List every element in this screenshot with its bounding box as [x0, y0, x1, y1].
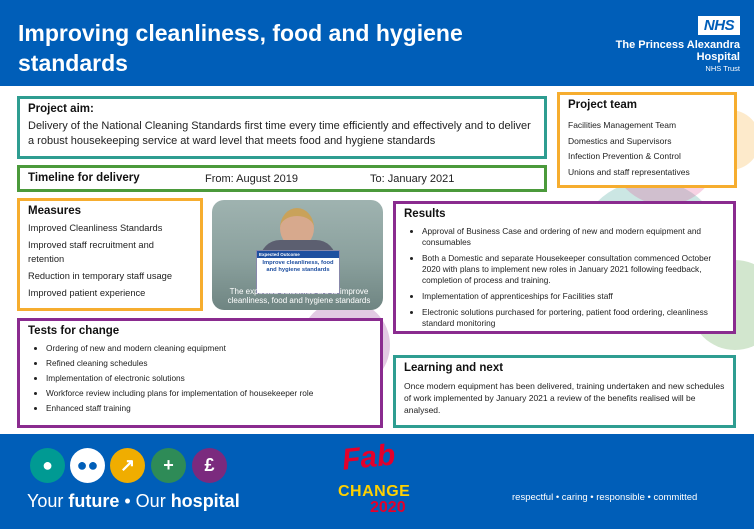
team-member: Infection Prevention & Control [568, 151, 681, 161]
person-icon: ● [30, 448, 65, 483]
result-item: • Both a Domestic and separate Housekeeper consultation commenced October 2020 with plans to implement new roles in January 2021 following feedback, completion of process and training. [422, 253, 725, 286]
project-aim-box [17, 96, 547, 159]
team-member: Domestics and Supervisors [568, 135, 672, 146]
result-item: • Implementation of apprenticeships for Facilities staff [422, 291, 725, 302]
photo-sign-text: Improve cleanliness, food and hygiene standards [262, 260, 334, 273]
trust-values: respectful • caring • responsible • committed [512, 492, 698, 503]
slogan-your: Your [27, 491, 69, 511]
result-item: • Electronic solutions purchased for portering, patient food ordering, cleanliness standard monitoring [422, 307, 725, 329]
test-item: • Implementation of electronic solutions [46, 373, 372, 384]
results-box [393, 201, 736, 334]
learning-text: Once modern equipment has been delivered, training undertaken and new schedules of work implemented by January 2021 a review of the benefits realised will be analysed. [404, 381, 725, 415]
timeline-box [17, 165, 547, 192]
test-item: • Workforce review including plans for implementation of housekeeper role [46, 388, 372, 399]
photo-sign-header: Expected Outcome [257, 251, 339, 258]
staff-photo [212, 200, 383, 310]
measure-item: Improved patient experience [28, 288, 146, 298]
change-text: CHANGE [338, 483, 411, 500]
fab-change-logo [338, 438, 438, 521]
test-item: • Enhanced staff training [46, 403, 372, 414]
timeline-heading: Timeline for delivery [28, 172, 140, 184]
timeline-from: From: August 2019 [205, 173, 298, 185]
project-aim-heading: Project aim: [28, 103, 94, 115]
trust-name [616, 39, 740, 75]
trust-name-line2: Hospital [696, 51, 740, 63]
fab-text: Fab [340, 438, 397, 477]
measure-item: Improved Cleanliness Standards [28, 223, 163, 233]
project-team-box [557, 92, 737, 188]
nhs-logo: NHS [698, 16, 740, 35]
trust-sub: NHS Trust [705, 64, 740, 73]
slogan-our: • Our [119, 491, 171, 511]
chart-icon: ↗ [110, 448, 145, 483]
timeline-to: To: January 2021 [370, 173, 455, 185]
tests-box [17, 318, 383, 428]
team-member: Unions and staff representatives [568, 166, 690, 177]
tests-heading: Tests for change [28, 325, 120, 337]
slogan [27, 491, 240, 512]
test-item: • Ordering of new and modern cleaning equipment [46, 343, 372, 354]
results-heading: Results [404, 208, 446, 220]
slogan-hospital: hospital [170, 491, 240, 511]
measures-box [17, 198, 203, 311]
year-text: 2020 [370, 499, 406, 516]
hospital-plus-icon: + [151, 448, 186, 483]
result-item: • Approval of Business Case and ordering of new and modern equipment and consumables [422, 226, 725, 248]
page-title: Improving cleanliness, food and hygiene standards [18, 20, 463, 76]
measure-item: Improved staff recruitment and retention [28, 240, 154, 264]
slogan-future: future [68, 491, 120, 511]
people-icon: ●● [70, 448, 105, 483]
photo-caption: The expected outcomes are to improve cleanliness, food and hygiene standards [227, 287, 371, 305]
learning-box [393, 355, 736, 428]
pound-icon: £ [192, 448, 227, 483]
measure-item: Reduction in temporary staff usage [28, 271, 173, 281]
measures-heading: Measures [28, 205, 82, 217]
trust-name-line1: The Princess Alexandra [615, 39, 740, 51]
learning-heading: Learning and next [404, 362, 504, 374]
team-member: Facilities Management Team [568, 120, 677, 130]
test-item: • Refined cleaning schedules [46, 358, 372, 369]
project-team-heading: Project team [568, 99, 638, 111]
project-aim-text: Delivery of the National Cleaning Standards first time every time efficiently and effectively and to deliver a robust housekeeping service at ward level that meets food and hygiene standards [28, 120, 531, 147]
